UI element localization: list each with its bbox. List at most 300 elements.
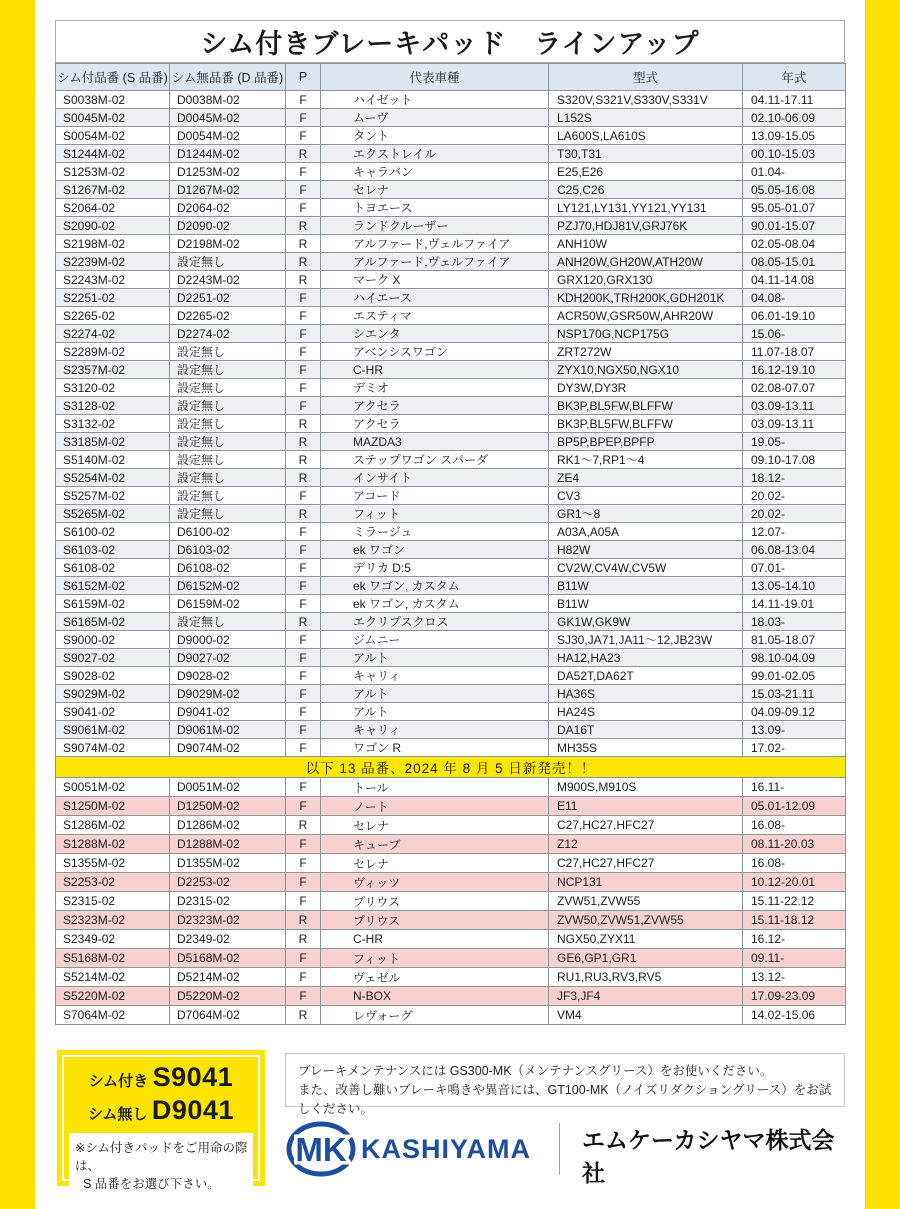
table-cell: 03.09-13.11	[743, 415, 846, 433]
table-row	[56, 469, 846, 487]
table-row	[56, 451, 846, 469]
table-cell: R	[286, 451, 321, 469]
table-cell: S6159M-02	[56, 595, 170, 613]
table-cell: エスティマ	[321, 307, 549, 325]
table-cell: S9028-02	[56, 667, 170, 685]
table-cell: 15.11-22.12	[743, 892, 846, 911]
table-cell: D1267M-02	[170, 181, 286, 199]
mk-logo-icon	[285, 1120, 357, 1178]
table-cell: F	[286, 127, 321, 145]
table-cell: S5140M-02	[56, 451, 170, 469]
table-cell: プリウス	[321, 892, 549, 911]
table-row	[56, 127, 846, 145]
table-cell: D1355M-02	[170, 854, 286, 873]
table-cell: S1244M-02	[56, 145, 170, 163]
table-cell: F	[286, 397, 321, 415]
table-cell: 16.12-19.10	[743, 361, 846, 379]
table-cell: D1250M-02	[170, 797, 286, 816]
table-cell: R	[286, 1006, 321, 1025]
table-cell: レヴォーグ	[321, 1006, 549, 1025]
table-cell: アルト	[321, 649, 549, 667]
table-cell: F	[286, 307, 321, 325]
shim-order-note	[69, 1133, 253, 1200]
table-cell: 07.01-	[743, 559, 846, 577]
table-cell: 16.11-	[743, 778, 846, 797]
table-cell: 99.01-02.05	[743, 667, 846, 685]
table-cell: CV3	[549, 487, 743, 505]
footer-divider	[559, 1123, 560, 1175]
table-cell: F	[286, 685, 321, 703]
table-cell: F	[286, 631, 321, 649]
table-cell: ランドクルーザー	[321, 217, 549, 235]
table-cell: 16.08-	[743, 854, 846, 873]
table-cell: S6103-02	[56, 541, 170, 559]
table-cell: F	[286, 721, 321, 739]
table-cell: トヨエース	[321, 199, 549, 217]
table-row	[56, 892, 846, 911]
table-cell: 12.07-	[743, 523, 846, 541]
table-cell: デリカ D:5	[321, 559, 549, 577]
table-row	[56, 523, 846, 541]
table-cell: F	[286, 595, 321, 613]
table-cell: D0045M-02	[170, 109, 286, 127]
without-shim-line	[57, 1095, 265, 1126]
table-cell: D2251-02	[170, 289, 286, 307]
table-cell: 17.09-23.09	[743, 987, 846, 1006]
table-cell: 01.04-	[743, 163, 846, 181]
table-cell: ヴィッツ	[321, 873, 549, 892]
table-cell: D1253M-02	[170, 163, 286, 181]
table-row	[56, 505, 846, 523]
table-row	[56, 703, 846, 721]
table-cell: キャリィ	[321, 721, 549, 739]
table-cell: S6152M-02	[56, 577, 170, 595]
table-cell: ek ワゴン, カスタム	[321, 577, 549, 595]
table-cell: S2265-02	[56, 307, 170, 325]
table-cell: 15.11-18.12	[743, 911, 846, 930]
table-cell: 06.01-19.10	[743, 307, 846, 325]
table-cell: ek ワゴン	[321, 541, 549, 559]
table-cell: 08.05-15.01	[743, 253, 846, 271]
mk-kashiyama-logo	[285, 1120, 531, 1178]
table-cell: R	[286, 235, 321, 253]
table-row	[56, 721, 846, 739]
table-cell: S9061M-02	[56, 721, 170, 739]
table-cell: ANH20W,GH20W,ATH20W	[549, 253, 743, 271]
table-row	[56, 987, 846, 1006]
table-row	[56, 181, 846, 199]
col-header-model: 型式	[549, 64, 743, 91]
table-cell: DA52T,DA62T	[549, 667, 743, 685]
table-cell: A03A,A05A	[549, 523, 743, 541]
table-cell: ZVW51,ZVW55	[549, 892, 743, 911]
table-cell: F	[286, 577, 321, 595]
table-cell: セレナ	[321, 854, 549, 873]
table-cell: S5265M-02	[56, 505, 170, 523]
table-cell: D6100-02	[170, 523, 286, 541]
table-cell: GRX120,GRX130	[549, 271, 743, 289]
table-row	[56, 797, 846, 816]
table-cell: D9027-02	[170, 649, 286, 667]
table-row	[56, 873, 846, 892]
table-row	[56, 109, 846, 127]
table-cell: F	[286, 797, 321, 816]
table-cell: S9041-02	[56, 703, 170, 721]
table-cell: S5168M-02	[56, 949, 170, 968]
table-cell: 09.11-	[743, 949, 846, 968]
table-cell: D7064M-02	[170, 1006, 286, 1025]
table-cell: F	[286, 361, 321, 379]
table-cell: MAZDA3	[321, 433, 549, 451]
table-cell: N-BOX	[321, 987, 549, 1006]
table-cell: D1244M-02	[170, 145, 286, 163]
table-row	[56, 217, 846, 235]
table-cell: フィット	[321, 505, 549, 523]
table-cell: 13.12-	[743, 968, 846, 987]
table-cell: S3120-02	[56, 379, 170, 397]
table-cell: GE6,GP1,GR1	[549, 949, 743, 968]
table-cell: 設定無し	[170, 487, 286, 505]
table-cell: F	[286, 892, 321, 911]
table-cell: H82W	[549, 541, 743, 559]
footer	[285, 1118, 845, 1186]
table-cell: D2349-02	[170, 930, 286, 949]
table-cell: アルト	[321, 685, 549, 703]
table-cell: D6108-02	[170, 559, 286, 577]
table-cell: トール	[321, 778, 549, 797]
with-shim-part-number: S9041	[152, 1062, 234, 1092]
table-cell: BK3P,BL5FW,BLFFW	[549, 415, 743, 433]
table-cell: 16.08-	[743, 816, 846, 835]
table-cell: アクセラ	[321, 415, 549, 433]
svg-text:MK: MK	[295, 1131, 347, 1168]
table-row	[56, 854, 846, 873]
table-cell: MH35S	[549, 739, 743, 757]
table-cell: E11	[549, 797, 743, 816]
table-cell: D9061M-02	[170, 721, 286, 739]
table-cell: マーク X	[321, 271, 549, 289]
table-cell: F	[286, 109, 321, 127]
table-cell: D2315-02	[170, 892, 286, 911]
table-cell: S2243M-02	[56, 271, 170, 289]
table-cell: キャラバン	[321, 163, 549, 181]
table-cell: 20.02-	[743, 487, 846, 505]
without-shim-part-number: D9041	[151, 1095, 234, 1125]
table-cell: R	[286, 217, 321, 235]
table-cell: D2253-02	[170, 873, 286, 892]
table-cell: R	[286, 613, 321, 631]
table-cell: F	[286, 325, 321, 343]
table-cell: S2357M-02	[56, 361, 170, 379]
table-cell: 20.02-	[743, 505, 846, 523]
table-row	[56, 271, 846, 289]
table-cell: S320V,S321V,S330V,S331V	[549, 91, 743, 109]
table-row	[56, 379, 846, 397]
table-cell: RU1,RU3,RV3,RV5	[549, 968, 743, 987]
maintenance-note-line2: また、改善し難いブレーキ鳴きや異音には、GT100-MK（ノイズリダクショングリース）をお試しください。	[298, 1083, 832, 1116]
table-cell: R	[286, 911, 321, 930]
table-cell: 14.02-15.06	[743, 1006, 846, 1025]
table-cell: ジムニー	[321, 631, 549, 649]
table-cell: NSP170G,NCP175G	[549, 325, 743, 343]
table-cell: アコード	[321, 487, 549, 505]
table-cell: R	[286, 469, 321, 487]
table-cell: ミラージュ	[321, 523, 549, 541]
logo-kashiyama-text: KASHIYAMA	[361, 1133, 532, 1164]
table-cell: LY121,LY131,YY121,YY131	[549, 199, 743, 217]
page-title: シム付きブレーキパッド ラインアップ	[200, 29, 700, 59]
table-row	[56, 289, 846, 307]
table-cell: アベンシスワゴン	[321, 343, 549, 361]
table-cell: インサイト	[321, 469, 549, 487]
table-cell: F	[286, 949, 321, 968]
table-cell: D1286M-02	[170, 816, 286, 835]
table-cell: BK3P,BL5FW,BLFFW	[549, 397, 743, 415]
table-cell: S6100-02	[56, 523, 170, 541]
table-cell: セレナ	[321, 816, 549, 835]
table-cell: F	[286, 343, 321, 361]
table-cell: F	[286, 649, 321, 667]
table-cell: 90.01-15.07	[743, 217, 846, 235]
table-cell: S1286M-02	[56, 816, 170, 835]
table-row	[56, 1006, 846, 1025]
table-cell: F	[286, 968, 321, 987]
table-cell: S1250M-02	[56, 797, 170, 816]
table-cell: S2251-02	[56, 289, 170, 307]
table-cell: S1267M-02	[56, 181, 170, 199]
table-cell: ZRT272W	[549, 343, 743, 361]
table-row	[56, 253, 846, 271]
table-row	[56, 613, 846, 631]
table-cell: D9041-02	[170, 703, 286, 721]
shim-promo-box	[57, 1050, 265, 1191]
table-cell: キャリィ	[321, 667, 549, 685]
table-cell: M900S,M910S	[549, 778, 743, 797]
table-cell: S2323M-02	[56, 911, 170, 930]
table-cell: HA24S	[549, 703, 743, 721]
table-row	[56, 649, 846, 667]
without-shim-label: シム無し	[88, 1106, 148, 1123]
table-cell: S1288M-02	[56, 835, 170, 854]
table-cell: S0051M-02	[56, 778, 170, 797]
table-cell: 13.05-14.10	[743, 577, 846, 595]
table-cell: S2349-02	[56, 930, 170, 949]
table-cell: 81.05-18.07	[743, 631, 846, 649]
table-cell: S6165M-02	[56, 613, 170, 631]
table-cell: BP5P,BPEP,BPFP	[549, 433, 743, 451]
table-cell: S5257M-02	[56, 487, 170, 505]
table-cell: D0054M-02	[170, 127, 286, 145]
table-cell: ZE4	[549, 469, 743, 487]
table-cell: キューブ	[321, 835, 549, 854]
table-cell: 設定無し	[170, 361, 286, 379]
table-row	[56, 930, 846, 949]
table-cell: KDH200K,TRH200K,GDH201K	[549, 289, 743, 307]
title-box	[55, 20, 845, 63]
table-cell: S2064-02	[56, 199, 170, 217]
col-header-s-part: シム付品番 (S 品番)	[56, 64, 170, 91]
table-cell: D1288M-02	[170, 835, 286, 854]
maintenance-note-line1: ブレーキメンテナンスには GS300-MK（メンテナンスグリース）をお使いください。	[298, 1064, 773, 1078]
table-cell: 設定無し	[170, 433, 286, 451]
table-row	[56, 559, 846, 577]
table-cell: C-HR	[321, 361, 549, 379]
table-cell: 03.09-13.11	[743, 397, 846, 415]
table-cell: アクセラ	[321, 397, 549, 415]
table-cell: ANH10W	[549, 235, 743, 253]
table-cell: C27,HC27,HFC27	[549, 816, 743, 835]
table-cell: S3128-02	[56, 397, 170, 415]
table-cell: F	[286, 854, 321, 873]
table-cell: SJ30,JA71,JA11～12,JB23W	[549, 631, 743, 649]
table-cell: S2274-02	[56, 325, 170, 343]
table-cell: D2090-02	[170, 217, 286, 235]
table-cell: S2315-02	[56, 892, 170, 911]
table-cell: R	[286, 505, 321, 523]
table-cell: LA600S,LA610S	[549, 127, 743, 145]
table-row	[56, 816, 846, 835]
content-sheet	[35, 0, 865, 1209]
lineup-table-body	[56, 91, 846, 1025]
table-cell: デミオ	[321, 379, 549, 397]
maintenance-note-box	[285, 1053, 845, 1116]
table-cell: S0038M-02	[56, 91, 170, 109]
table-cell: 04.11-14.08	[743, 271, 846, 289]
table-cell: S9074M-02	[56, 739, 170, 757]
table-cell: Z12	[549, 835, 743, 854]
table-cell: S5214M-02	[56, 968, 170, 987]
table-cell: 95.05-01.07	[743, 199, 846, 217]
table-cell: 98.10-04.09	[743, 649, 846, 667]
table-row	[56, 415, 846, 433]
col-header-d-part: シム無品番 (D 品番)	[170, 64, 286, 91]
table-cell: 19.05-	[743, 433, 846, 451]
table-cell: タント	[321, 127, 549, 145]
table-cell: S2198M-02	[56, 235, 170, 253]
table-cell: L152S	[549, 109, 743, 127]
with-shim-label: シム付き	[88, 1073, 149, 1090]
table-cell: 設定無し	[170, 505, 286, 523]
table-row	[56, 577, 846, 595]
table-cell: ハイゼット	[321, 91, 549, 109]
table-cell: セレナ	[321, 181, 549, 199]
table-cell: 設定無し	[170, 415, 286, 433]
table-cell: F	[286, 835, 321, 854]
table-cell: F	[286, 379, 321, 397]
table-row	[56, 343, 846, 361]
table-cell: F	[286, 199, 321, 217]
table-cell: F	[286, 778, 321, 797]
table-cell: JF3,JF4	[549, 987, 743, 1006]
table-cell: R	[286, 930, 321, 949]
table-cell: D0051M-02	[170, 778, 286, 797]
table-cell: GK1W,GK9W	[549, 613, 743, 631]
table-cell: D2064-02	[170, 199, 286, 217]
table-cell: F	[286, 541, 321, 559]
table-cell: B11W	[549, 577, 743, 595]
table-cell: D6103-02	[170, 541, 286, 559]
table-cell: F	[286, 523, 321, 541]
table-row	[56, 739, 846, 757]
col-header-year: 年式	[743, 64, 846, 91]
table-cell: ムーヴ	[321, 109, 549, 127]
table-cell: F	[286, 739, 321, 757]
table-cell: NCP131	[549, 873, 743, 892]
table-row	[56, 949, 846, 968]
table-cell: アルファード,ヴェルファイア	[321, 235, 549, 253]
table-cell: 18.03-	[743, 613, 846, 631]
table-row	[56, 667, 846, 685]
table-cell: S3132-02	[56, 415, 170, 433]
table-cell: D2243M-02	[170, 271, 286, 289]
table-cell: S9029M-02	[56, 685, 170, 703]
table-cell: HA36S	[549, 685, 743, 703]
table-cell: R	[286, 145, 321, 163]
table-cell: D5214M-02	[170, 968, 286, 987]
table-cell: D2265-02	[170, 307, 286, 325]
table-cell: S9000-02	[56, 631, 170, 649]
table-cell: S2090-02	[56, 217, 170, 235]
table-cell: ワゴン R	[321, 739, 549, 757]
table-cell: DA16T	[549, 721, 743, 739]
table-cell: D5168M-02	[170, 949, 286, 968]
col-header-position: P	[286, 64, 321, 91]
table-cell: E25,E26	[549, 163, 743, 181]
table-cell: F	[286, 667, 321, 685]
table-cell: D9000-02	[170, 631, 286, 649]
table-cell: R	[286, 415, 321, 433]
table-cell: S2253-02	[56, 873, 170, 892]
table-cell: R	[286, 271, 321, 289]
table-cell: ノート	[321, 797, 549, 816]
table-cell: 16.12-	[743, 930, 846, 949]
table-cell: D2274-02	[170, 325, 286, 343]
table-row	[56, 361, 846, 379]
table-cell: 02.05-08.04	[743, 235, 846, 253]
table-cell: ACR50W,GSR50W,AHR20W	[549, 307, 743, 325]
header-row	[56, 64, 846, 91]
table-cell: 04.08-	[743, 289, 846, 307]
table-cell: C27,HC27,HFC27	[549, 854, 743, 873]
table-cell: S1253M-02	[56, 163, 170, 181]
table-row	[56, 968, 846, 987]
table-row	[56, 778, 846, 797]
table-cell: ek ワゴン, カスタム	[321, 595, 549, 613]
table-cell: D9029M-02	[170, 685, 286, 703]
table-cell: B11W	[549, 595, 743, 613]
table-cell: F	[286, 487, 321, 505]
table-cell: D0038M-02	[170, 91, 286, 109]
with-shim-line	[57, 1062, 265, 1093]
table-row	[56, 235, 846, 253]
table-cell: F	[286, 289, 321, 307]
table-row	[56, 835, 846, 854]
table-cell: 15.06-	[743, 325, 846, 343]
table-cell: 設定無し	[170, 343, 286, 361]
table-cell: アルファード,ヴェルファイア	[321, 253, 549, 271]
table-row	[56, 325, 846, 343]
shim-order-note-line1: ※シム付きパッドをご用命の際は、	[75, 1141, 248, 1173]
table-cell: S3185M-02	[56, 433, 170, 451]
table-cell: F	[286, 703, 321, 721]
table-cell: 15.03-21.11	[743, 685, 846, 703]
table-row	[56, 91, 846, 109]
table-cell: フィット	[321, 949, 549, 968]
table-cell: CV2W,CV4W,CV5W	[549, 559, 743, 577]
company-name: エムケーカシヤマ株式会社	[581, 1127, 835, 1186]
table-cell: C-HR	[321, 930, 549, 949]
table-cell: 設定無し	[170, 379, 286, 397]
